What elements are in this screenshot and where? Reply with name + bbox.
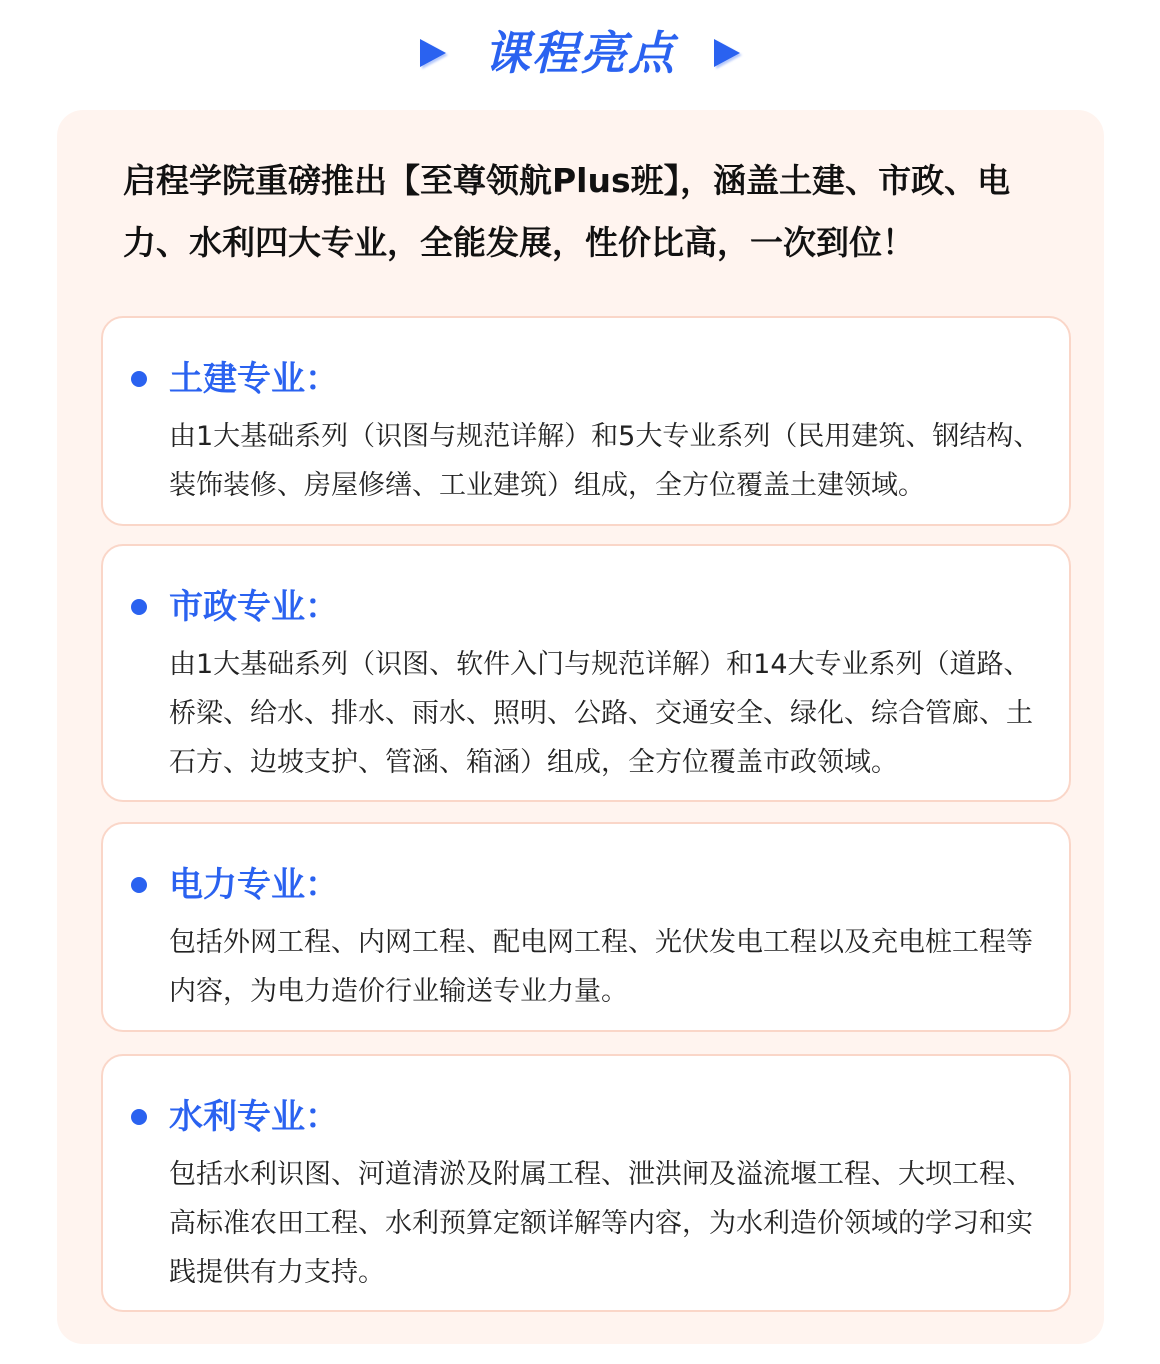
card-title-row: [131, 860, 339, 910]
card-description: 由1大基础系列（识图、软件入门与规范详解）和14大专业系列（道路、桥梁、给水、排水、雨水、照明、公路、交通安全、绿化、综合管廊、土石方、边坡支护、管涵、箱涵）组成，全方位覆盖市政领域。: [169, 649, 1033, 778]
card-description: 由1大基础系列（识图与规范详解）和5大专业系列（民用建筑、钢结构、装饰装修、房屋修缮、工业建筑）组成，全方位覆盖土建领域。: [169, 421, 1041, 501]
major-card-municipal: [101, 544, 1071, 802]
card-title-row: [131, 1092, 339, 1142]
bullet-dot-icon: [131, 877, 147, 893]
section-title: 课程亮点: [484, 26, 676, 80]
bullet-dot-icon: [131, 599, 147, 615]
card-title: 土建专业：: [169, 359, 339, 399]
bullet-dot-icon: [131, 1109, 147, 1125]
card-title-row: [131, 582, 339, 632]
intro-text: 启程学院重磅推出【至尊领航Plus班】，涵盖土建、市政、电力、水利四大专业，全能发展，性价比高，一次到位！: [123, 161, 1011, 262]
highlights-panel: [57, 110, 1104, 1344]
major-card-water: [101, 1054, 1071, 1312]
card-title-row: [131, 354, 339, 404]
play-triangle-icon: [714, 39, 740, 67]
major-card-electric: [101, 822, 1071, 1032]
card-description: 包括水利识图、河道清淤及附属工程、泄洪闸及溢流堰工程、大坝工程、高标准农田工程、水利预算定额详解等内容，为水利造价领域的学习和实践提供有力支持。: [169, 1159, 1033, 1288]
major-card-civil: [101, 316, 1071, 526]
card-title: 水利专业：: [169, 1097, 339, 1137]
card-title: 市政专业：: [169, 587, 339, 627]
section-header: [0, 18, 1160, 88]
play-triangle-icon: [420, 39, 446, 67]
card-description: 包括外网工程、内网工程、配电网工程、光伏发电工程以及充电桩工程等内容，为电力造价行业输送专业力量。: [169, 927, 1033, 1007]
card-title: 电力专业：: [169, 865, 339, 905]
bullet-dot-icon: [131, 371, 147, 387]
